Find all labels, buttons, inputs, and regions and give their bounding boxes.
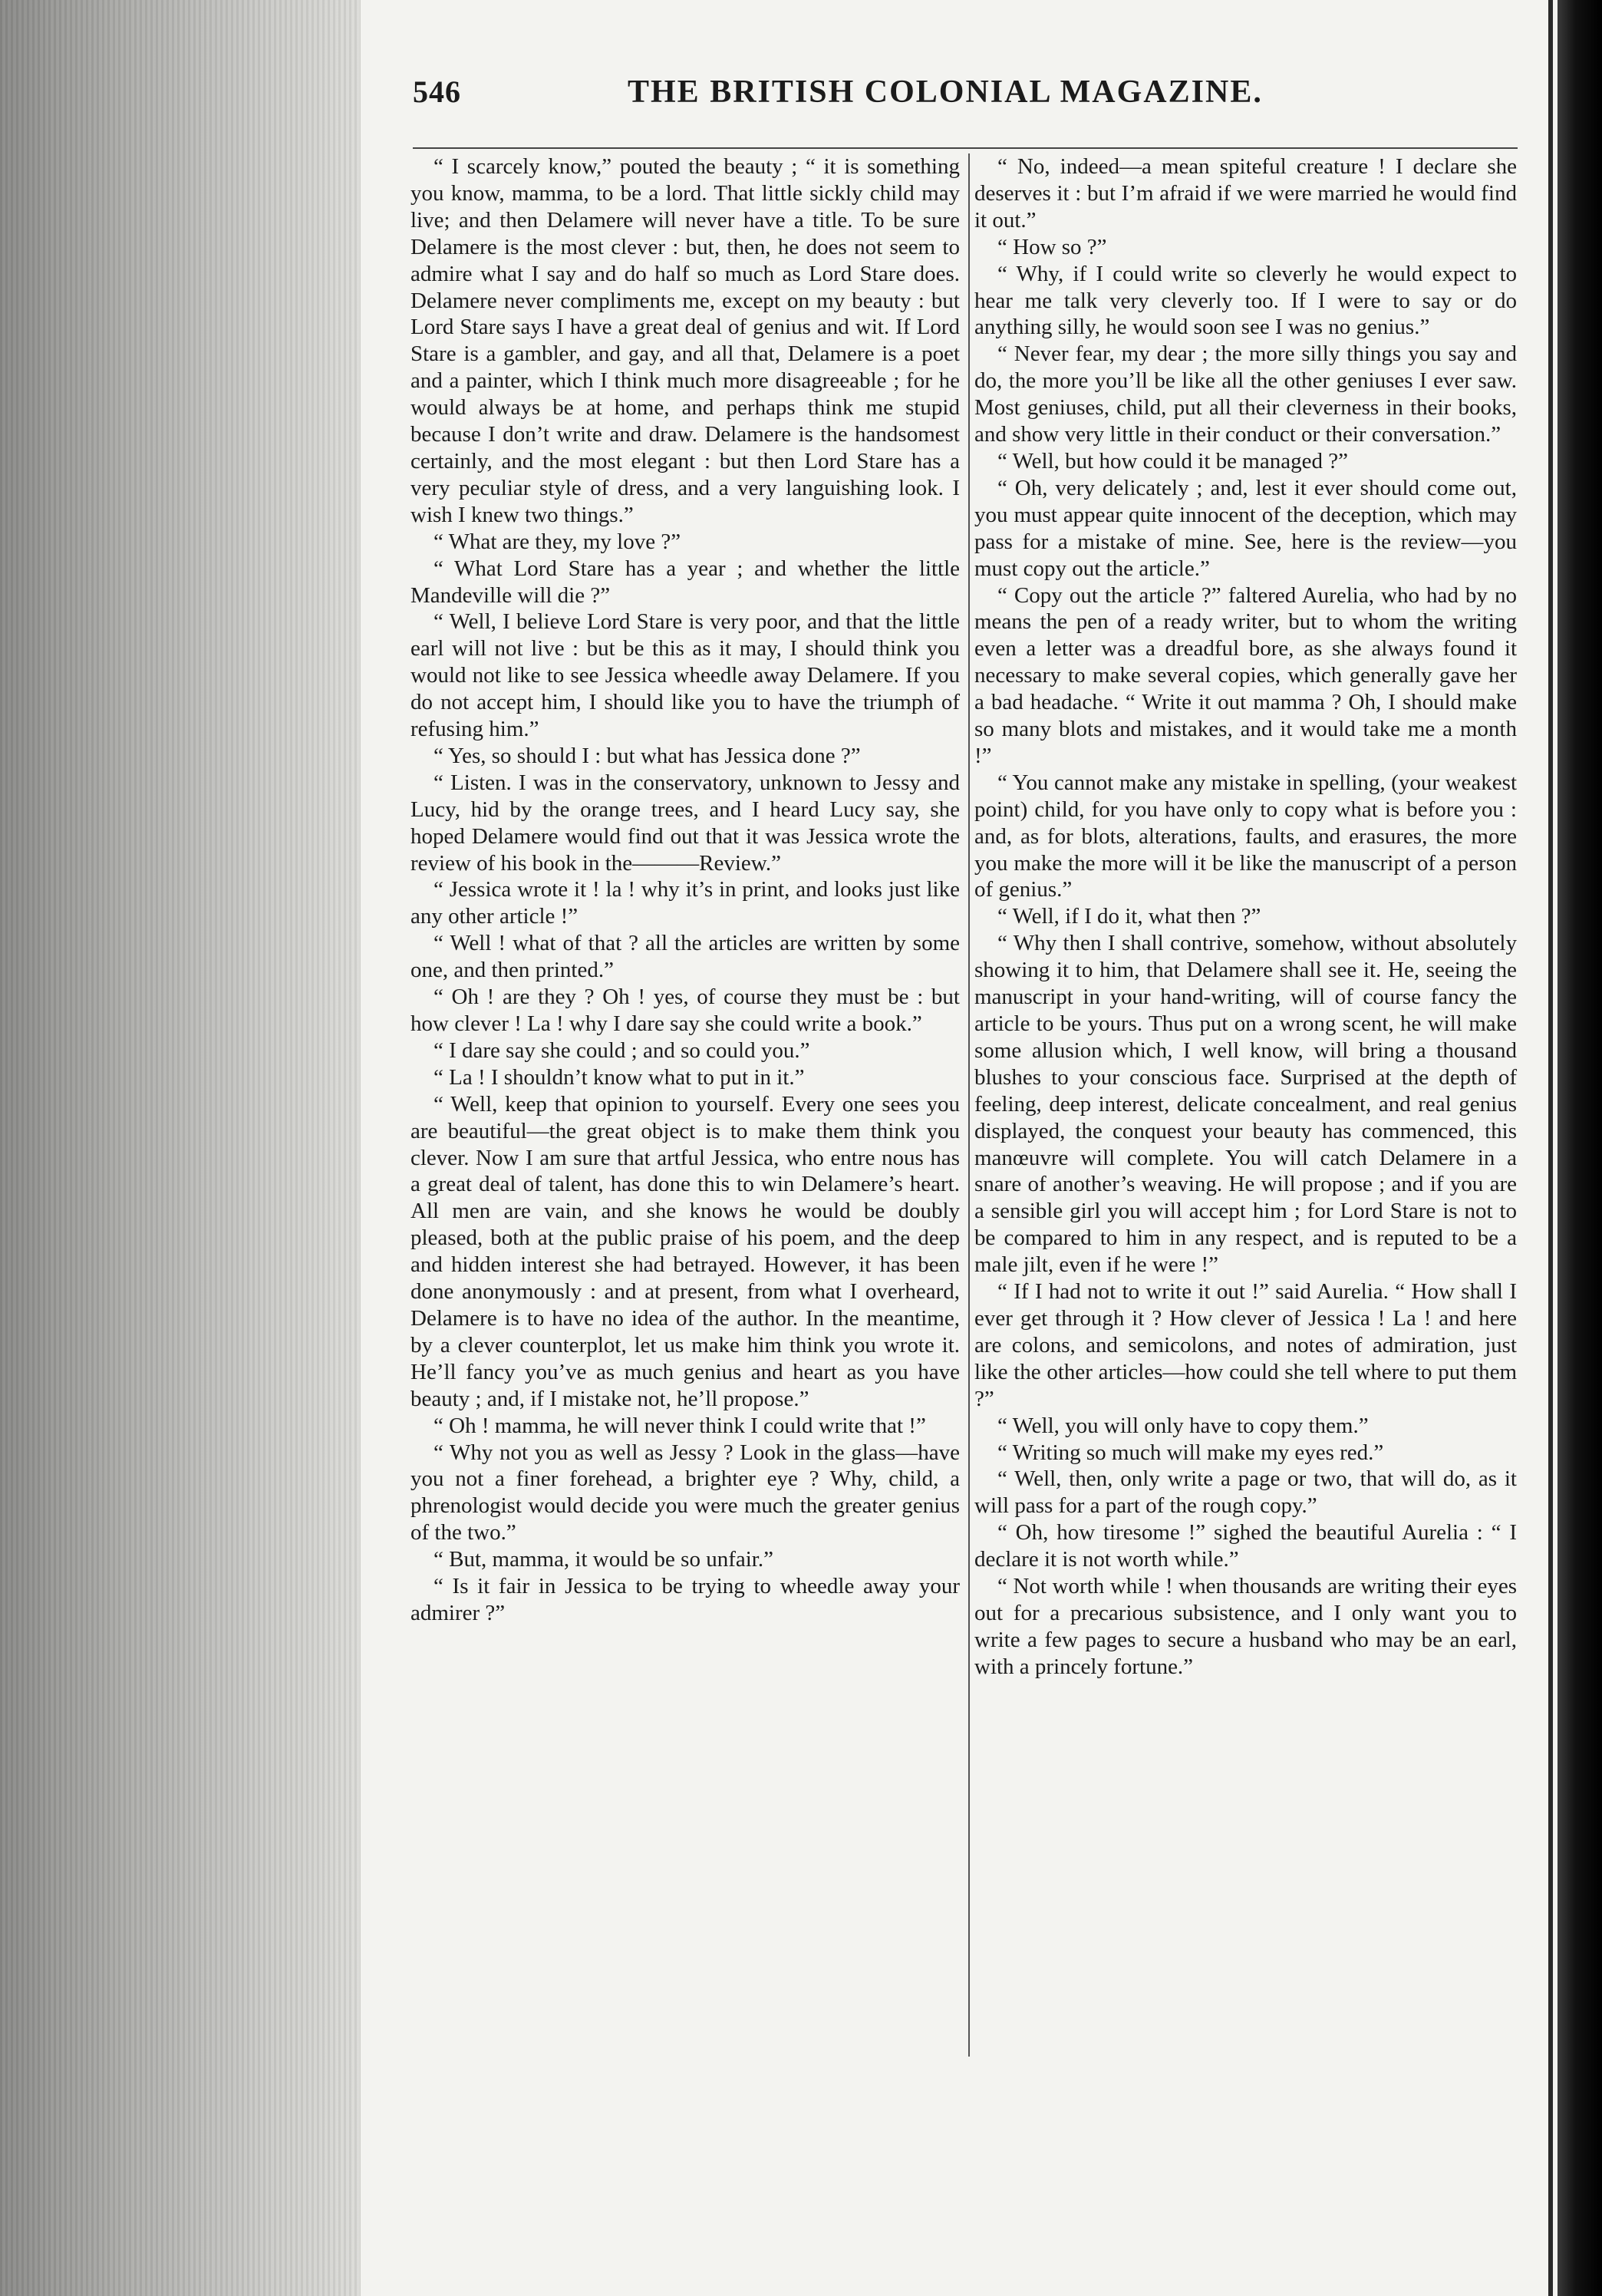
right-column: [974, 153, 1517, 1681]
column-rule: [968, 153, 970, 2057]
paragraph: “ Well, then, only write a page or two, that will do, as it will pass for a part of the rough copy.”: [974, 1466, 1517, 1519]
paragraph: “ I dare say she could ; and so could you.”: [433, 1037, 810, 1063]
paragraph: “ Not worth while ! when thousands are writing their eyes out for a precarious subsistence, and I only want you to write a few pages to secure a husband who may be an earl, with a princely fortune.”: [974, 1574, 1517, 1679]
paragraph: “ What are they, my love ?”: [433, 529, 681, 554]
paragraph: “ No, indeed—a mean spiteful creature ! I declare she deserves it : but I’m afraid if we were married he would find it out.”: [974, 154, 1517, 233]
paragraph: “ Oh ! mamma, he will never think I could write that !”: [433, 1413, 926, 1438]
paragraph: “ Why not you as well as Jessy ? Look in the glass—have you not a finer forehead, a brighter eye ? Why, child, a phrenologist would decide you were much the greater genius of the two.”: [410, 1440, 960, 1546]
paragraph: “ Well ! what of that ? all the articles are written by some one, and then printed.”: [410, 931, 960, 983]
paragraph: “ You cannot make any mistake in spelling, (your weakest point) child, for you have only to copy what is before you : and, as for blots, alterations, faults, and erasures, the more you make the more will it be like the manuscript of a person of genius.”: [974, 770, 1517, 902]
paragraph: “ Oh, very delicately ; and, lest it ever should come out, you must appear quite innocent of the deception, which may pass for a mistake of mine. See, here is the review—you must copy out the article.”: [974, 475, 1517, 581]
paragraph: “ Well, you will only have to copy them.”: [997, 1413, 1369, 1438]
paragraph: “ La ! I shouldn’t know what to put in it.”: [433, 1064, 805, 1090]
paragraph: “ Yes, so should I : but what has Jessica done ?”: [433, 743, 861, 768]
page-edge-line: [1548, 0, 1553, 2296]
paragraph: “ Well, but how could it be managed ?”: [997, 448, 1348, 473]
header-rule: [413, 147, 1518, 149]
paragraph: “ Why, if I could write so cleverly he would expect to hear me talk very cleverly too. If I were to say or do anything silly, he would soon see I was no genius.”: [974, 261, 1517, 340]
paragraph: “ Well, I believe Lord Stare is very poor, and that the little earl will not live : but be this as it may, I should think you would not like to see Jessica wheedle away Delamere. If you do not accept him, I should like you to have the triumph of refusing him.”: [410, 609, 960, 742]
paragraph: “ Well, keep that opinion to yourself. Every one sees you are beautiful—the great object is to make them think you clever. Now I am sure that artful Jessica, who entre nous has a great deal of talent, has done this to win Delamere’s heart. All men are vain, and she knows he would be doubly pleased, both at the public praise of his poem, and the deep and hidden interest she had betrayed. However, it has been done anonymously : and at present, from what I overheard, Delamere is to have no idea of the author. In the meantime, by a clever counterplot, let us make him think you wrote it. He’ll fancy you’ve as much genius and heart as you have beauty ; and, if I mistake not, he’ll propose.”: [410, 1091, 960, 1411]
paragraph: “ I scarcely know,” pouted the beauty ; “ it is something you know, mamma, to be a lord. That little sickly child may live; and then Delamere will never have a title. To be sure Delamere is the most clever : but, then, he does not seem to admire what I say and do half so much as Lord Stare does. Delamere never compliments me, except on my beauty : but Lord Stare says I have a great deal of genius and wit. If Lord Stare is a gambler, and gay, and all that, Delamere is a poet and a painter, which I think much more disagreeable ; for he would always be at home, and perhaps think me stupid because I don’t write and draw. Delamere is the handsomest certainly, and the most elegant : but then Lord Stare has a very peculiar style of dress, and a very languishing look. I wish I knew two things.”: [410, 154, 960, 527]
magazine-title: THE BRITISH COLONIAL MAGAZINE.: [628, 74, 1263, 110]
paragraph: “ Copy out the article ?” faltered Aurelia, who had by no means the pen of a ready writer, but to whom the writing even a letter was a dreadful bore, as she always found it necessary to make several copies, which generally gave her a bad headache. “ Write it out mamma ? Oh, I should make so many blots and mistakes, and it would take me a month !”: [974, 582, 1517, 768]
paragraph: “ But, mamma, it would be so unfair.”: [433, 1547, 773, 1572]
paragraph: “ Listen. I was in the conservatory, unknown to Jessy and Lucy, hid by the orange trees, and I heard Lucy say, she hoped Delamere would find out that it was Jessica wrote the review of his book in the———Review.”: [410, 770, 960, 876]
paragraph: “ Is it fair in Jessica to be trying to wheedle away your admirer ?”: [410, 1574, 960, 1625]
paragraph: “ How so ?”: [997, 234, 1107, 259]
scanner-edge-right: [1558, 0, 1602, 2296]
scanner-streaks: [0, 0, 361, 2296]
paragraph: “ Writing so much will make my eyes red.”: [997, 1440, 1384, 1465]
paragraph: “ Oh ! are they ? Oh ! yes, of course they must be : but how clever ! La ! why I dare say she could write a book.”: [410, 985, 960, 1036]
running-header: [413, 74, 1518, 127]
paragraph: “ Well, if I do it, what then ?”: [997, 904, 1261, 929]
paragraph: “ Never fear, my dear ; the more silly things you say and do, the more you’ll be like all the other geniuses I ever saw. Most geniuses, child, put all their cleverness in their books, and show very little in their conduct or their conversation.”: [974, 341, 1517, 447]
paragraph: “ Why then I shall contrive, somehow, without absolutely showing it to him, that Delamere shall see it. He, seeing the manuscript in your hand-writing, will of course fancy the article to be yours. Thus put on a wrong scent, he will make some allusion which, I well know, will bring a thousand blushes to your conscious face. Surprised at the depth of feeling, deep interest, delicate concealment, and real genius displayed, the conquest your beauty has commenced, this manœuvre will complete. You will catch Delamere in a snare of another’s weaving. He will propose ; and if you are a sensible girl you will accept him ; for Lord Stare is not to be compared to him in any respect, and is reputed to be a male jilt, even if he were !”: [974, 931, 1517, 1278]
paragraph: “ Oh, how tiresome !” sighed the beautiful Aurelia : “ I declare it is not worth while.”: [974, 1520, 1517, 1572]
paragraph: “ What Lord Stare has a year ; and whether the little Mandeville will die ?”: [410, 556, 960, 608]
left-column: [410, 153, 960, 1627]
page-number: 546: [413, 74, 461, 109]
paragraph: “ If I had not to write it out !” said Aurelia. “ How shall I ever get through it ? How clever of Jessica ! La ! and here are colons, and semicolons, and notes of admiration, just like the other articles—how could she tell where to put them ?”: [974, 1279, 1517, 1411]
paragraph: “ Jessica wrote it ! la ! why it’s in print, and looks just like any other article !”: [410, 877, 960, 929]
